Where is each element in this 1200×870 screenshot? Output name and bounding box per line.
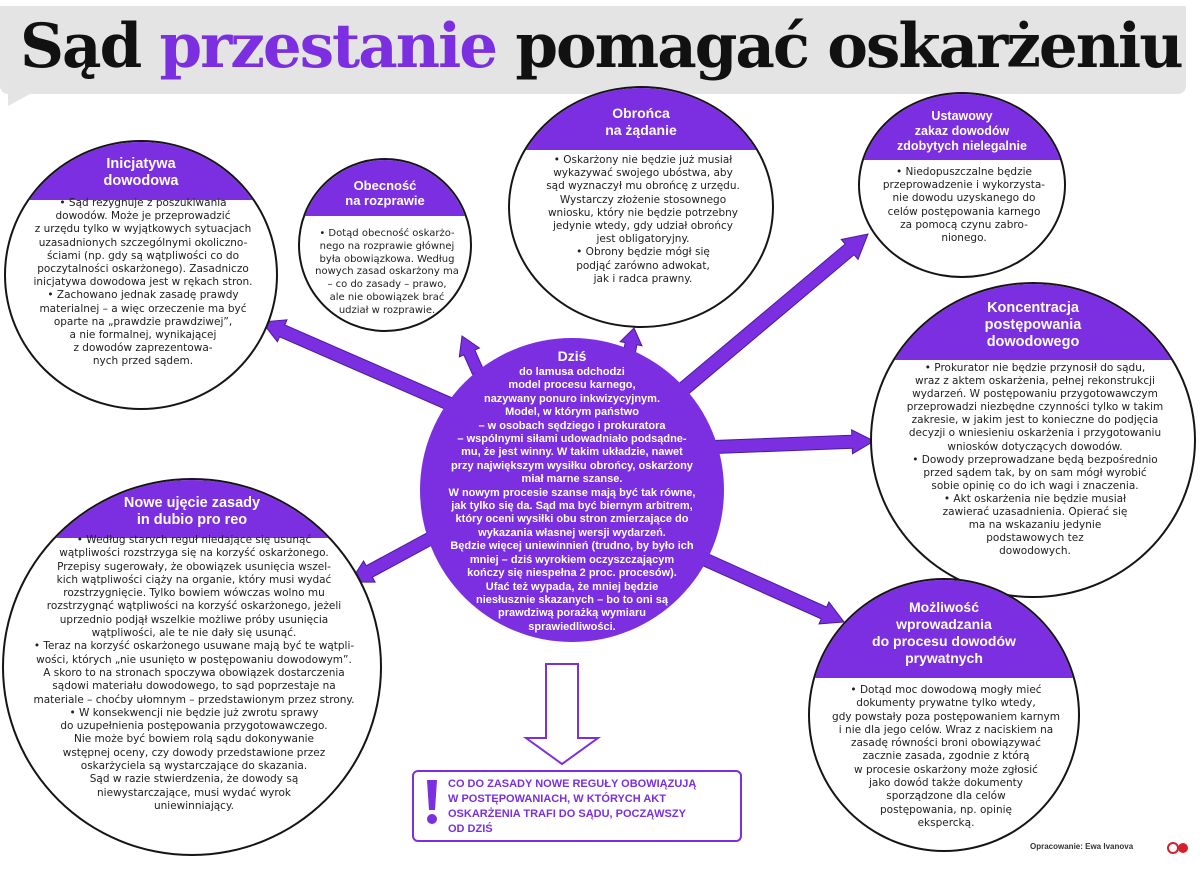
topic-title-bar <box>6 142 276 200</box>
topic-obronca-na-zadanie <box>508 86 774 328</box>
topic-text: • Sąd rezygnuje z poszukiwania dowodów. Może je przeprowadzić z urzędu tylko w wyjątkowych sytuacjach uzasadnionych szczególnymi okoliczno- ściami (np. gdy są wątpliwości co do poczytalności oskarżonego). Zasadniczo inicjatywa dowodowa jest w rękach stron. • Zachowano jednak zasadę prawdy materialnej – a więc orzeczenie ma być oparte na „prawdzie prawdziwej”, a nie formalnej, wynikającej z dowodów zaprezentowa- nych przed sądem. <box>33 197 253 368</box>
hub-heading: Dziś <box>557 348 587 364</box>
notice-text: CO DO ZASADY NOWE REGUŁY OBOWIĄZUJĄ W POSTĘPOWANIACH, W KTÓRYCH AKT OSKARŻENIA TRAFI DO SĄDU, POCZĄWSZY OD DZIŚ <box>448 778 697 835</box>
topic-title: Nowe ujęcie zasady in dubio pro reo <box>123 495 261 528</box>
publisher-logo <box>1152 842 1188 854</box>
topic-title: Obecność na rozprawie <box>345 178 425 208</box>
credit-line: Opracowanie: Ewa Ivanova <box>1030 842 1134 851</box>
hub-circle <box>420 338 724 642</box>
topic-title-bar <box>300 160 470 216</box>
topic-title-bar <box>4 480 380 538</box>
topic-text: • Dotąd obecność oskarżo- nego na rozprawie głównej była obowiązkowa. Według nowych zasad oskarżony ma – co do zasady – prawo, ale nie obowiązek brać udział w rozprawie. <box>315 228 459 316</box>
topic-title: Ustawowy zakaz dowodów zdobytych nielegalnie <box>897 108 1027 153</box>
title-accent: przestanie <box>159 11 497 82</box>
topic-text: • Niedopuszczalne będzie przeprowadzenie i wykorzysta- nie dowodu uzyskanego do celów postępowania karnego za pomocą czynu zabro- nionego. <box>882 166 1046 245</box>
topic-title: Koncentracja postępowania dowodowego <box>984 299 1082 350</box>
hub-text: do lamusa odchodzi model procesu karnego, nazywany ponuro inkwizycyjnym. Model, w którym państwo – w osobach sędziego i prokuratora – wspólnymi siłami udowadniało podsądne- mu, że jest winny. W takim układzie, nawet przy największym wysiłku obrońcy, oskarżony miał marne szanse. W nowym procesie szanse mają być tak równe, jak tylko się da. Sąd ma być biernym arbitrem, który oceni wysiłki obu stron zmierzające do wykazania własnej wersji wydarzeń. Będzie więcej uniewinnień (trudno, by było ich mniej – dziś wyrokiem oczyszczającym kończy się niespełna 2 proc. procesów). Ufać też wypada, że mniej będzie niesłusznie skazanych – bo to oni są prawdziwą porażką wymiaru sprawiedliwości. <box>448 366 696 633</box>
topic-dowody-prywatne <box>808 578 1080 852</box>
notice-box <box>412 770 742 842</box>
topic-inicjatywa-dowodowa <box>4 140 278 410</box>
topic-title-bar <box>510 88 772 150</box>
title-pre: Sąd <box>20 11 160 82</box>
down-arrow <box>526 664 598 764</box>
topic-title: Inicjatywa dowodowa <box>103 156 179 189</box>
topic-text: • Dotąd moc dowodową mogły mieć dokumenty prywatne tylko wtedy, gdy powstały poza postępowaniem karnym i nie dla jego celów. Wraz z naciskiem na zasadę równości broni obowiązywać zacznie zasada, zgodnie z którą w procesie oskarżony może zgłosić jako dowód także dokumenty sporządzone dla celów postępowania, np. opinię ekspercką. <box>832 684 1060 829</box>
topic-text: • Oskarżony nie będzie już musiał wykazywać swojego ubóstwa, aby sąd wyznaczył mu obrońcę z urzędu. Wystarczy złożenie stosownego wniosku, który nie będzie potrzebny jedynie wtedy, gdy udział obrońcy jest obligatoryjny. • Obrony będzie mógł się podjąć zarówno adwokat, jak i radca prawny. <box>546 154 740 285</box>
topic-title: Możliwość wprowadzania do procesu dowodów prywatnych <box>872 599 1016 666</box>
topic-koncentracja-postepowania <box>870 282 1196 598</box>
arrow-to-koncentracja <box>714 430 874 454</box>
topic-title-bar <box>810 580 1078 678</box>
topic-zakaz-dowodow <box>858 92 1066 278</box>
topic-obecnosc-na-rozprawie <box>298 158 472 332</box>
topic-title: Obrońca na żądanie <box>605 105 677 138</box>
topic-title-bar <box>860 94 1064 160</box>
topic-text: • Prokurator nie będzie przynosił do sądu, wraz z aktem oskarżenia, pełnej rekonstrukcji wydarzeń. W postępowaniu przygotowawczym przeprowadzi niezbędne czynności tylko w takim zakresie, w jakim jest to konieczne do podjęcia decyzji o wniesieniu oskarżenia i przygotowaniu wniosków dotyczących dowodów. • Dowody przeprowadzane będą bezpośrednio przed sądem tak, by on sam mógł wyrobić sobie opinię co do ich wagi i znaczenia. • Akt oskarżenia nie będzie musiał zawierać uzasadnienia. Opierać się ma na wskazaniu jedynie podstawowych tez dowodowych. <box>906 362 1164 558</box>
topic-text: • Według starych reguł niedające się usunąć wątpliwości rozstrzyga się na korzyść oskarżonego. Przepisy sugerowały, że obowiązek usunięcia wszel- kich wątpliwości ciąży na organie, który musi wydać rozstrzygnięcie. Tylko bowiem wówczas wolno mu rozstrzygnąć wątpliwości na korzyść oskarżonego, jeżeli uprzednio podjął wszelkie możliwe próby usunięcia wątpliwości, ale te nie dały się usunąć. • Teraz na korzyść oskarżonego usuwane mają być te wątpli- wości, których „nie usunięto w postępowaniu dowodowym”. A skoro to na stronach spoczywa obowiązek dostarczenia sądowi materiału dowodowego, to sąd poprzestaje na materiale – choćby ułomnym – przedstawionym przez strony. • W konsekwencji nie będzie już zwrotu sprawy do uzupełnienia postępowania przygotowawczego. Nie może być bowiem rolą sądu dokonywanie wstępnej oceny, czy dowody przedstawione przez oskarżyciela są wystarczające do skazania. Sąd w razie stwierdzenia, że dowody są niewystarczające, musi wydać wyrok uniewinniający. <box>33 534 355 812</box>
arrow-to-inicjatywa <box>262 320 455 411</box>
topic-in-dubio-pro-reo <box>2 478 382 856</box>
title-post: pomagać oskarżeniu <box>496 11 1182 82</box>
topic-title-bar <box>872 284 1194 360</box>
exclamation-icon <box>424 778 440 826</box>
